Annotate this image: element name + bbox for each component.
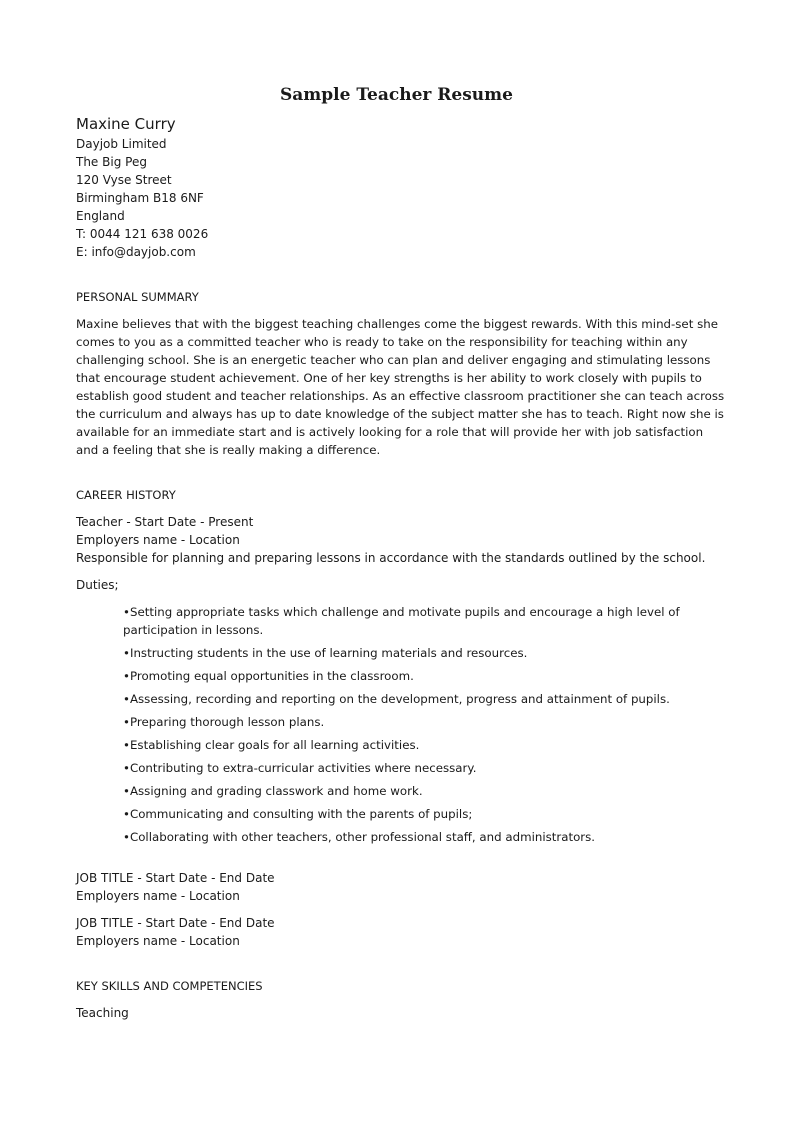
personal-summary-section: [76, 288, 736, 459]
list-item: •Setting appropriate tasks which challenge and motivate pupils and encourage a high level of participation in lessons.: [123, 605, 680, 637]
contact-phone: T: 0044 121 638 0026: [76, 227, 209, 241]
bullet-glyph: •: [123, 715, 130, 729]
contact-company: Dayjob Limited: [76, 137, 167, 151]
job-employer: Employers name - Location: [76, 889, 240, 903]
list-item: •Promoting equal opportunities in the classroom.: [123, 669, 414, 683]
job-title: JOB TITLE - Start Date - End Date: [76, 871, 275, 885]
duties-label: Duties;: [76, 578, 119, 592]
career-history-section: [76, 486, 736, 950]
personal-summary-heading: PERSONAL SUMMARY: [76, 290, 199, 304]
job-employer: Employers name - Location: [76, 934, 240, 948]
bullet-glyph: •: [123, 807, 130, 821]
current-job-description: Responsible for planning and preparing lessons in accordance with the standards outlined by the school.: [76, 551, 706, 565]
contact-country: England: [76, 209, 125, 223]
list-item: •Establishing clear goals for all learning activities.: [123, 738, 420, 752]
bullet-glyph: •: [123, 761, 130, 775]
current-job-employer: Employers name - Location: [76, 533, 240, 547]
list-item: •Assigning and grading classwork and home work.: [123, 784, 423, 798]
bullet-glyph: •: [123, 669, 130, 683]
list-item: •Communicating and consulting with the parents of pupils;: [123, 807, 473, 821]
contact-building: The Big Peg: [76, 155, 147, 169]
contact-email: E: info@dayjob.com: [76, 245, 196, 259]
bullet-glyph: •: [123, 692, 130, 706]
contact-block: [76, 113, 736, 261]
bullet-glyph: •: [123, 605, 130, 619]
candidate-name: Maxine Curry: [76, 115, 176, 133]
bullet-glyph: •: [123, 646, 130, 660]
bullet-glyph: •: [123, 738, 130, 752]
skills-heading: KEY SKILLS AND COMPETENCIES: [76, 979, 263, 993]
career-history-heading: CAREER HISTORY: [76, 488, 176, 502]
contact-city: Birmingham B18 6NF: [76, 191, 204, 205]
personal-summary-text: Maxine believes that with the biggest teaching challenges come the biggest rewards. With this mind-set she comes to you as a committed teacher who is ready to take on the responsibility for teaching within any challenging school. She is an energetic teacher who can plan and deliver engaging and stimulating lessons that encourage student achievement. One of her key strengths is her ability to work closely with pupils to establish good student and teacher relationships. As an effective classroom practitioner she can teach across the curriculum and always has up to date knowledge of the subject matter she has to teach. Right now she is available for an immediate start and is actively looking for a role that will provide her with job satisfaction and a feeling that she is really making a difference.: [76, 317, 725, 457]
bullet-glyph: •: [123, 830, 130, 844]
skills-section: [76, 977, 736, 1022]
resume-content: [76, 113, 736, 1022]
list-item: •Collaborating with other teachers, other professional staff, and administrators.: [123, 830, 596, 844]
skill-item: Teaching: [76, 1006, 129, 1020]
list-item: •Assessing, recording and reporting on the development, progress and attainment of pupils.: [123, 692, 670, 706]
current-job-title: Teacher - Start Date - Present: [76, 515, 254, 529]
bullet-glyph: •: [123, 784, 130, 798]
document-title: Sample Teacher Resume: [280, 85, 513, 105]
list-item: •Instructing students in the use of learning materials and resources.: [123, 646, 528, 660]
contact-street: 120 Vyse Street: [76, 173, 172, 187]
job-title: JOB TITLE - Start Date - End Date: [76, 916, 275, 930]
list-item: •Preparing thorough lesson plans.: [123, 715, 325, 729]
duties-list: [76, 603, 736, 846]
list-item: •Contributing to extra-curricular activities where necessary.: [123, 761, 477, 775]
